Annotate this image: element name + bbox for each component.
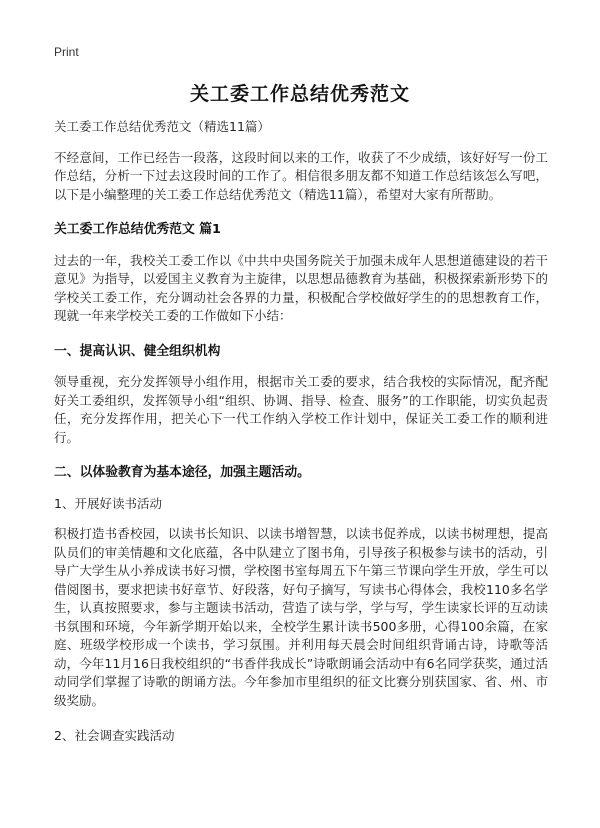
section-heading-2: 二、以体验教育为基本途径，加强主题活动。 — [54, 465, 310, 480]
article-heading: 关工委工作总结优秀范文 篇1 — [54, 222, 221, 237]
page-title: 关工委工作总结优秀范文 — [189, 83, 410, 105]
article-body — [54, 118, 548, 758]
section-heading-1: 一、提高认识、健全组织机构 — [54, 343, 221, 359]
item-heading-2: 2、社会调查实践活动 — [54, 728, 175, 743]
section-1-paragraph: 领导重视，充分发挥领导小组作用，根据市关工委的要求，结合我校的实际情况，配齐配好关工委组织，发挥领导小组“组织、协调、指导、检查、服务”的工作职能，切实负起责任，充分发挥作用，把关心下一代工作纳入学校工作计划中，保证关工委工作的顺利进行。 — [54, 374, 548, 445]
item-heading-1: 1、开展好读书活动 — [54, 495, 162, 511]
print-link[interactable]: Print — [54, 45, 79, 59]
item-1-paragraph: 积极打造书香校园，以读书长知识、以读书增智慧，以读书促养成，以读书树理想，提高队员们的审美情趣和文化底蕴，各中队建立了图书角，引导孩子积极参与读书的活动，引导广大学生从小养成读书好习惯，学校图书室每周五下午第三节课向学生开放，学生可以借阅图书，要求把读书好章节、好段落，好句子摘写，写读书心得体会，我校110多名学生，认真按照要求，参与主题读书活动，营造了读与学，学与写，学生读家长评的互动读书氛围和环境，今年新学期开始以来，全校学生累计读书500多册，心得100余篇，在家庭、班级学校形成一个读书，学习氛围。并利用每天晨会时间组织背诵古诗，诗歌等活动，今年11月16日我校组织的“书香伴我成长”诗歌朗诵会活动中有6名同学获奖，通过活动同学们掌握了诗歌的朗诵方法。今年参加市里组织的征文比赛分别获国家、省、州、市级奖励。 — [54, 526, 548, 708]
subtitle: 关工委工作总结优秀范文（精选11篇） — [54, 119, 270, 134]
intro-paragraph: 不经意间，工作已经告一段落，这段时间以来的工作，收获了不少成绩，该好好写一份工作总结，分析一下过去这段时间的工作了。相信很多朋友都不知道工作总结该怎么写吧，以下是小编整理的关工委工作总结优秀范文（精选11篇），希望对大家有所帮助。 — [54, 149, 548, 202]
article-intro-paragraph: 过去的一年，我校关工委工作以《中共中央国务院关于加强未成年人思想道德建设的若干意见》为指导，以爱国主义教育为主旋律，以思想品德教育为基础，积极探索新形势下的学校关工委工作，充分调动社会各界的力量，积极配合学校做好学生的的思想教育工作，现就一年来学校关工委的工作做如下小结： — [54, 252, 548, 323]
